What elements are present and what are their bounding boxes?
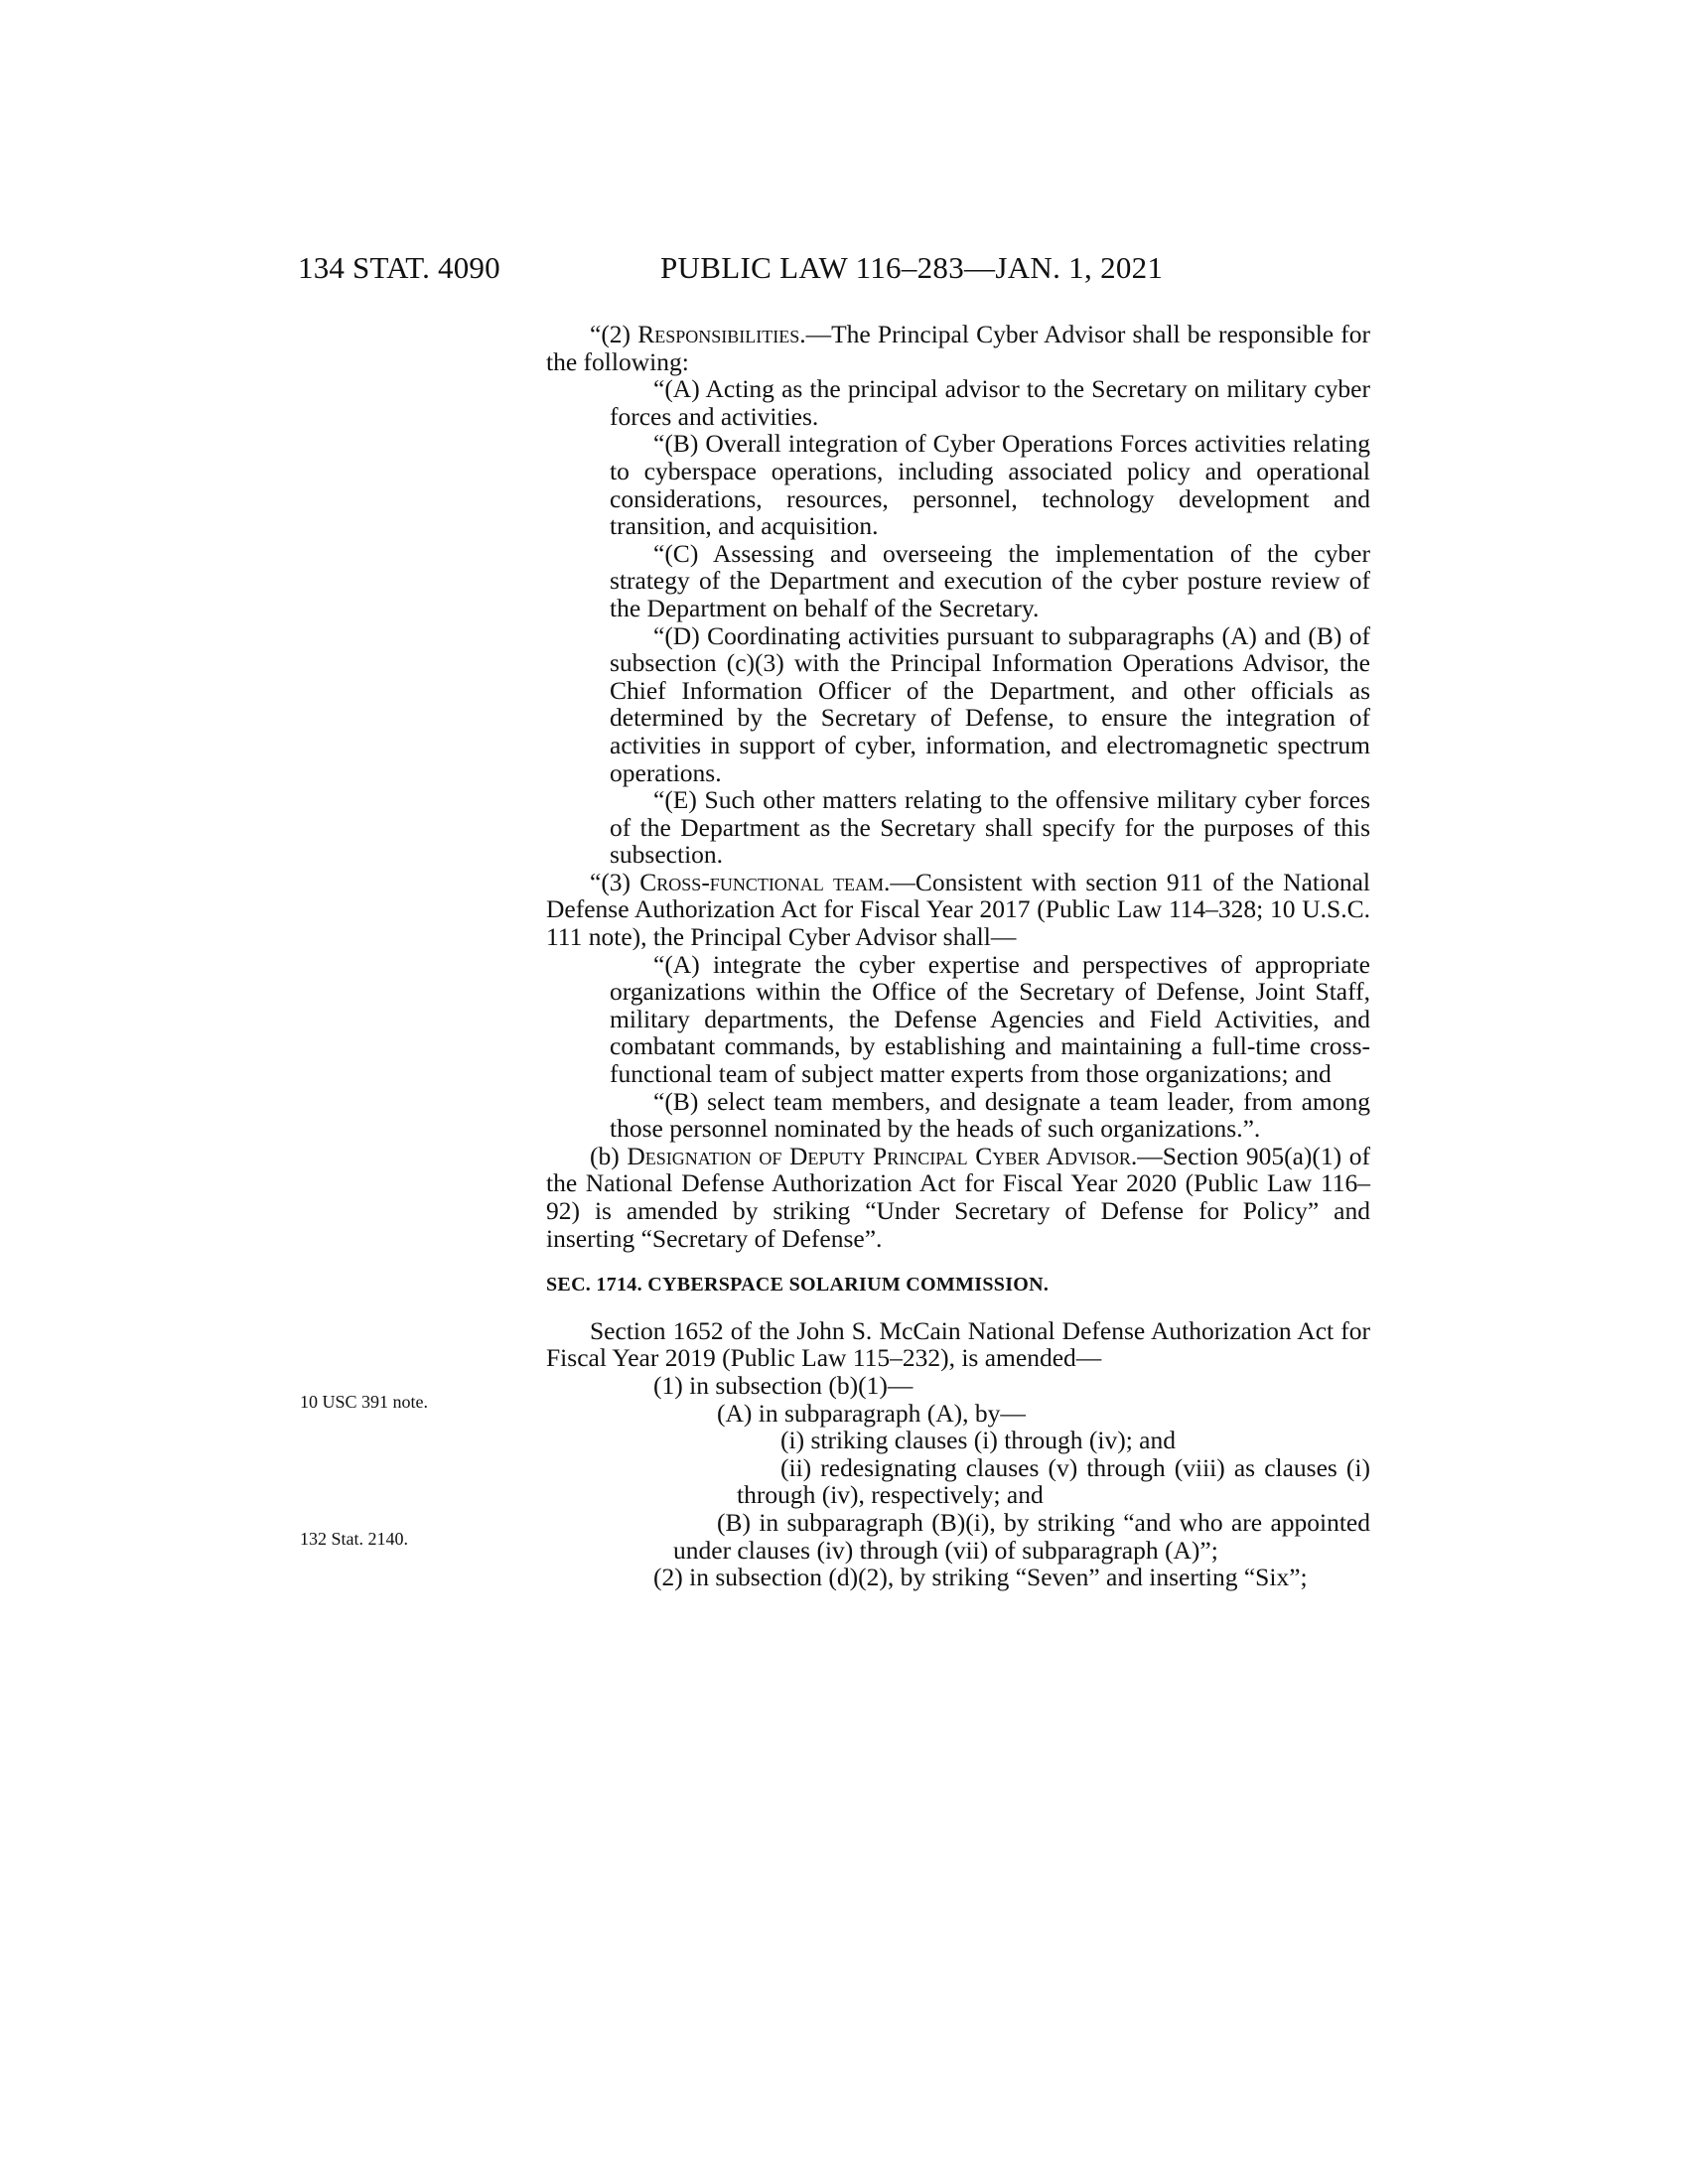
section-intro: Section 1652 of the John S. McCain National Defense Authorization Act for Fiscal Year 2019 (Public Law 115–232), is amended—: [546, 1315, 1370, 1373]
running-header: PUBLIC LAW 116–283—JAN. 1, 2021: [660, 250, 1164, 285]
paragraph-text: .—The Principal Cyber Advisor shall be responsible for the following:: [546, 320, 1370, 376]
subparagraph-e: “(E) Such other matters relating to the offensive military cyber forces of the Department as the Secretary shall specify for the purposes of this subsection.: [610, 785, 1370, 870]
subparagraph-a: “(A) Acting as the principal advisor to the Secretary on military cyber forces and activities.: [610, 374, 1370, 431]
paragraph-prefix: “(3): [590, 867, 640, 896]
subparagraph-d: “(D) Coordinating activities pursuant to subparagraphs (A) and (B) of subsection (c)(3) with the Principal Information Operations Advisor, the Chief Information Officer of the Department, and other officials as determined by the Secretary of Defense, to ensure the integration of activities in support of cyber, information, and electromagnetic spectrum operations.: [610, 620, 1370, 787]
paragraph-3-cross-functional-team: [546, 869, 1370, 951]
list-item-1: (1) in subsection (b)(1)—: [653, 1370, 914, 1400]
paragraph-heading: Responsibilities: [637, 320, 800, 348]
paragraph-prefix: “(2): [590, 320, 638, 348]
list-item-1a-ii: (ii) redesignating clauses (v) through (viii) as clauses (i) through (iv), respectively; and: [737, 1452, 1370, 1510]
subsection-prefix: (b): [590, 1141, 628, 1170]
subsection-text: .—Section 905(a)(1) of the National Defense Authorization Act for Fiscal Year 2020 (Public Law 116–92) is amended by striking “Under Secretary of Defense for Policy” and inserting “Secretary of Defense”.: [546, 1141, 1370, 1253]
subparagraph-c: “(C) Assessing and overseeing the implementation of the cyber strategy of the Department and execution of the cyber posture review of the Department on behalf of the Secretary.: [610, 538, 1370, 622]
paragraph-2-responsibilities: [546, 321, 1370, 375]
margin-note-stat: 132 Stat. 2140.: [300, 1529, 409, 1549]
list-item-1a: (A) in subparagraph (A), by—: [717, 1398, 1026, 1428]
document-body: [546, 321, 1370, 1591]
subsection-heading: Designation of Deputy Principal Cyber Advisor: [627, 1141, 1131, 1170]
paragraph-text: .—Consistent with section 911 of the National Defense Authorization Act for Fiscal Year 2017 (Public Law 114–328; 10 U.S.C. 111 note), the Principal Cyber Advisor shall—: [546, 867, 1370, 952]
page-stat-number: 134 STAT. 4090: [298, 250, 500, 285]
subparagraph-3a: “(A) integrate the cyber expertise and perspectives of appropriate organizations within the Office of the Secretary of Defense, Joint Staff, military departments, the Defense Agencies and Field Activities, and combatant commands, by establishing and maintaining a full-time cross-functional team of subject matter experts from those organizations; and: [610, 949, 1370, 1089]
subparagraph-b: “(B) Overall integration of Cyber Operations Forces activities relating to cyberspace operations, including associated policy and operational considerations, resources, personnel, technology development and transition, and acquisition.: [610, 429, 1370, 541]
paragraph-heading: Cross-functional team: [639, 867, 885, 896]
list-item-1b: (B) in subparagraph (B)(i), by striking “and who are appointed under clauses (iv) through (vii) of subparagraph (A)”;: [673, 1507, 1370, 1565]
margin-note-usc: 10 USC 391 note.: [300, 1392, 429, 1412]
list-item-1a-i: (i) striking clauses (i) through (iv); and: [780, 1426, 1176, 1455]
list-item-2: (2) in subsection (d)(2), by striking “Seven” and inserting “Six”;: [653, 1563, 1308, 1592]
section-heading: SEC. 1714. CYBERSPACE SOLARIUM COMMISSION.: [546, 1274, 1050, 1297]
subsection-b-designation: [546, 1143, 1370, 1252]
subparagraph-3b: “(B) select team members, and designate a team leader, from among those personnel nominated by the heads of such organizations.”.: [610, 1086, 1370, 1144]
